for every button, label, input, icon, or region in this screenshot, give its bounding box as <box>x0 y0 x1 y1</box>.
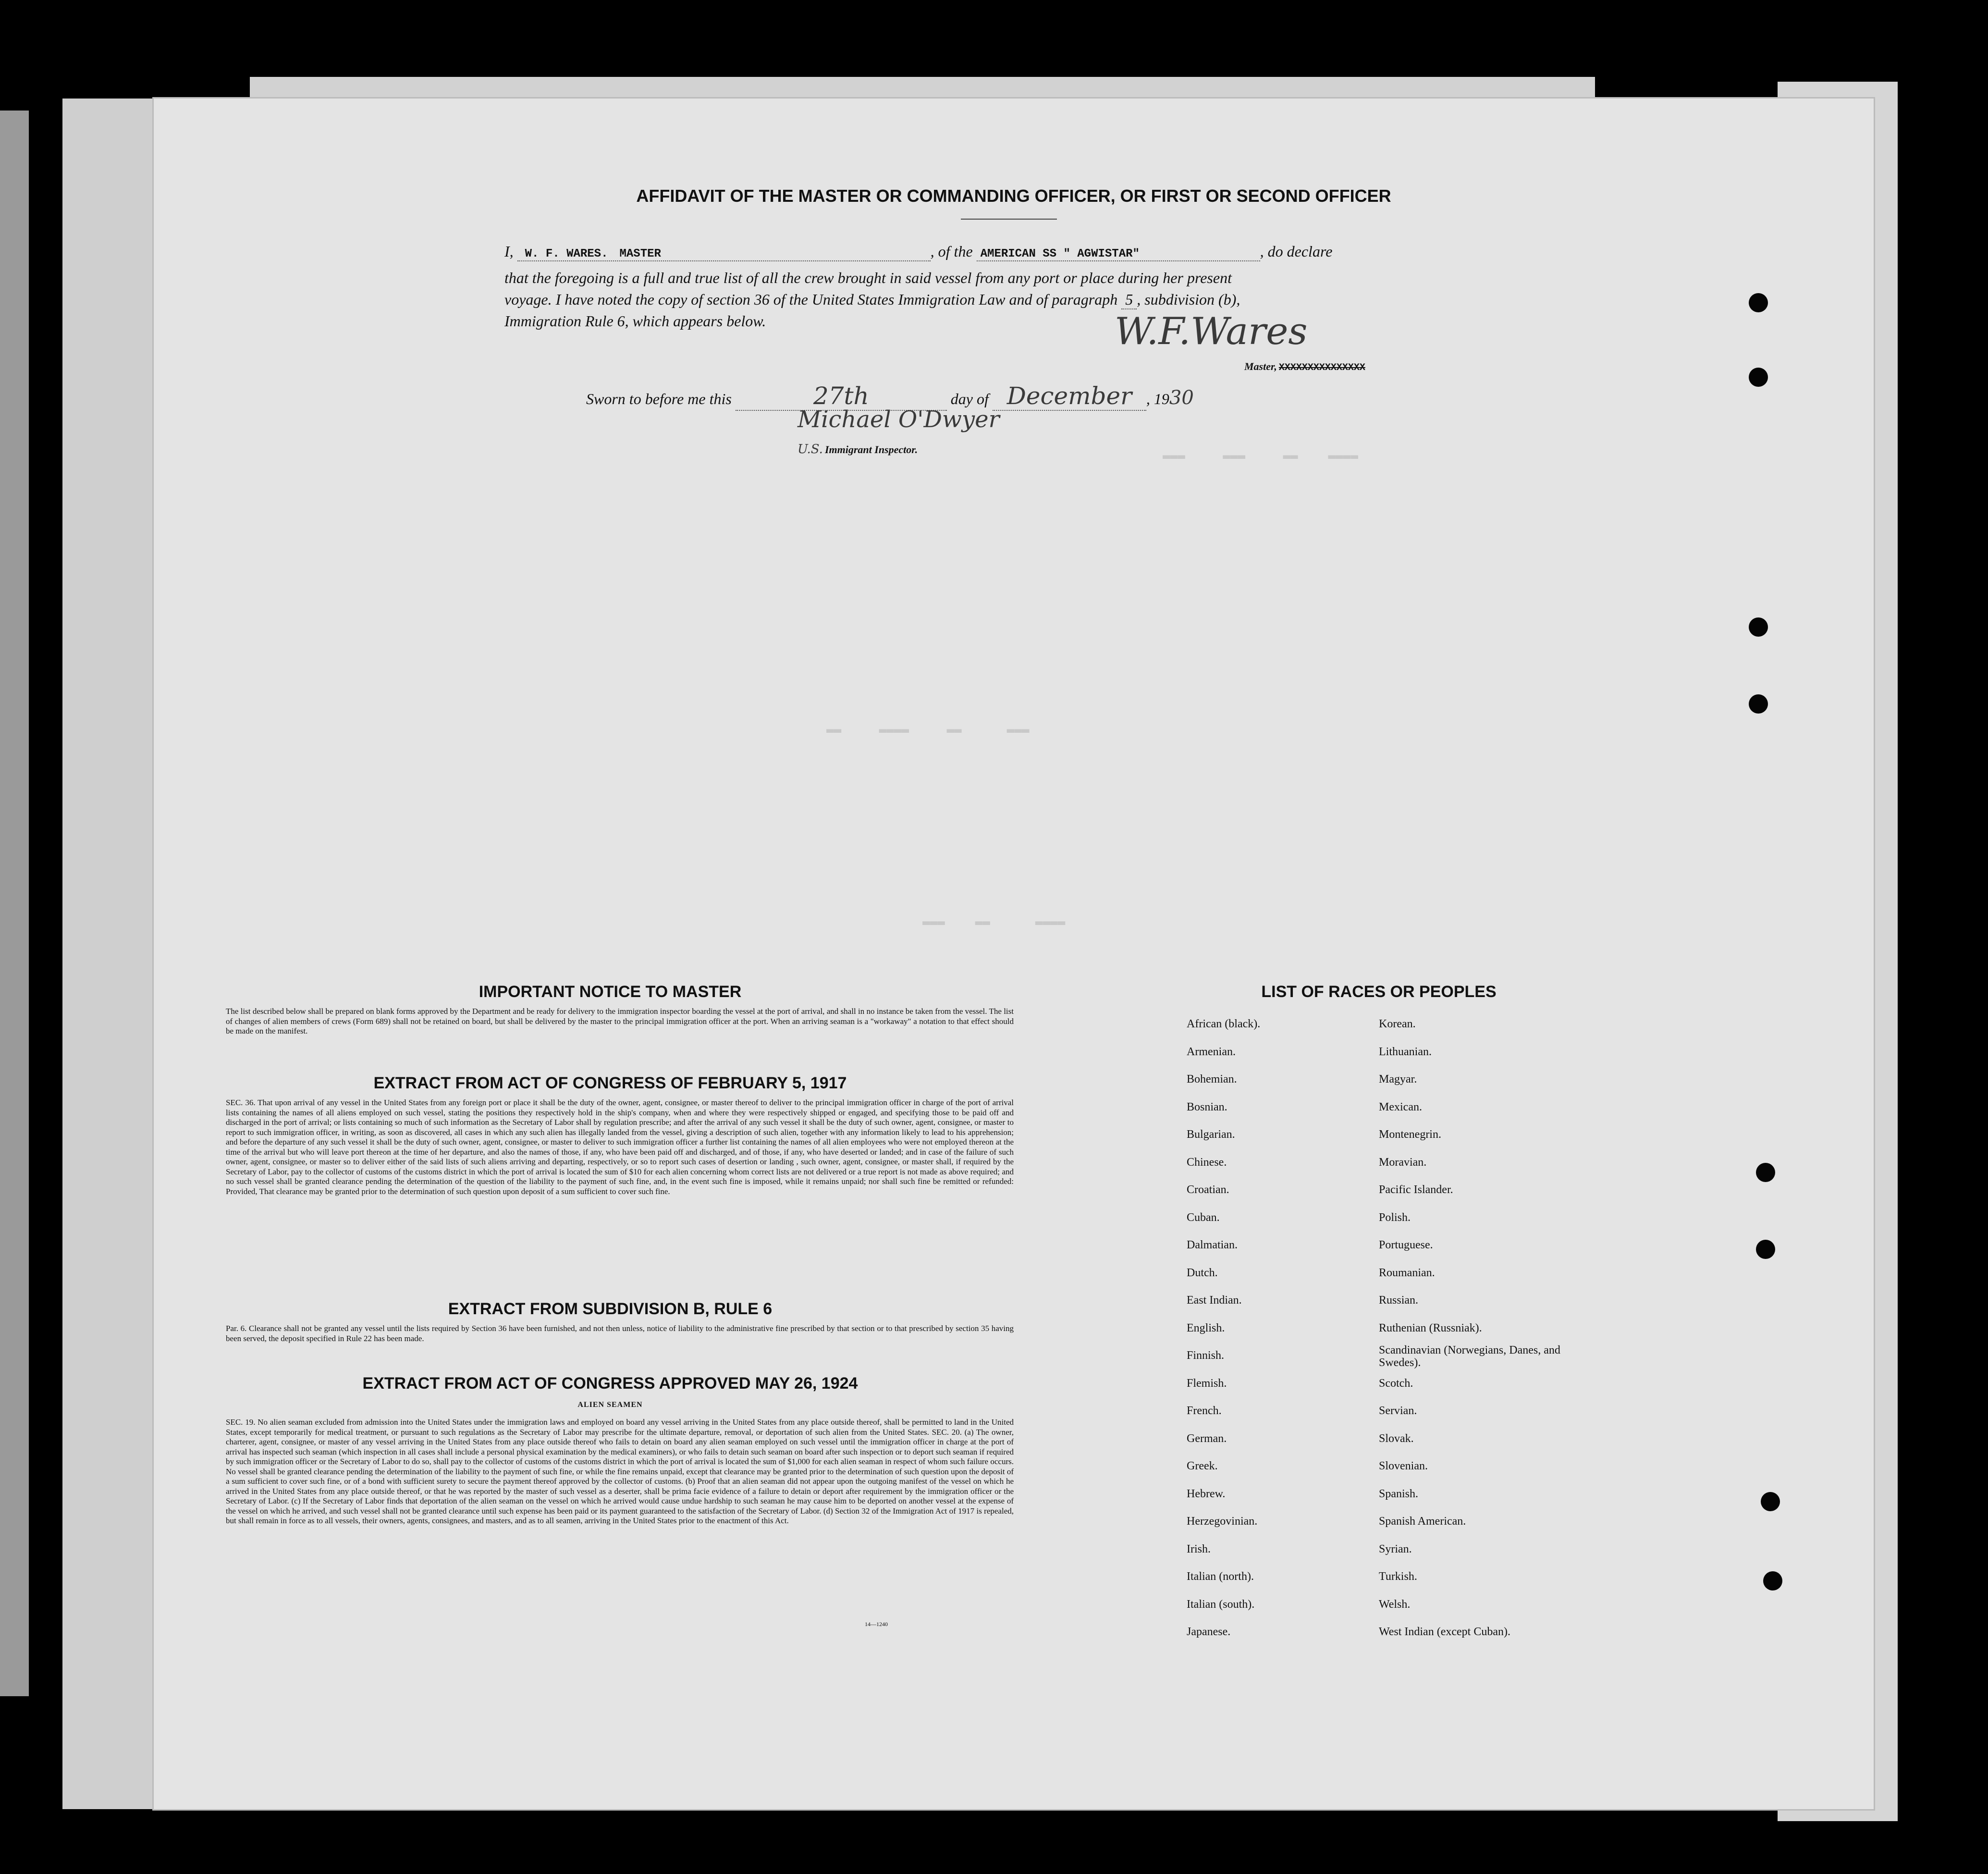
inspector-label: Immigrant Inspector. <box>824 444 918 456</box>
race-item: Mexican. <box>1379 1100 1422 1113</box>
race-item: Scotch. <box>1379 1377 1413 1390</box>
manifest-page <box>154 99 1874 1809</box>
punch-hole <box>1749 617 1768 637</box>
race-item: Montenegrin. <box>1379 1128 1441 1141</box>
race-item: Magyar. <box>1379 1073 1417 1085</box>
race-item: Bulgarian. <box>1187 1128 1235 1141</box>
master-struck-title: XXXXXXXXXXXXXXX <box>1278 362 1365 373</box>
punch-hole <box>1749 368 1768 387</box>
affidavit-line-2: that the foregoing is a full and true list of all the crew brought in said vessel from any port or place during her present <box>504 269 1232 286</box>
sworn-line: Sworn to before me this 27th day of December , 1930 <box>586 382 1194 410</box>
extract-1917-text: SEC. 36. That upon arrival of any vessel in the United States from any foreign port or place it shall be the duty of the owner, agent, consignee, or master thereof to deliver to the principal immigration officer in charge of the port of arrival lists containing the names of all aliens employed on such vessel, stating the positions they respectively hold in the ship's company, when and where they were respectively shipped or engaged, and specifying those to be paid off and discharged in the port of arrival; or lists containing so much of such information as the Secretary of Labor shall by regulation prescribe; and after the arrival of any such vessel it shall be the duty of such owner, agent, consignee, or master to report to such immigration officer, in writing, as soon as discovered, all cases in which any such alien has illegally landed from the vessel, giving a description of such alien, together with any information likely to lead to his apprehension; and before the departure of any such vessel it shall be the duty of such owner, agent, consignee, or master to deliver to such immigration officer a further list containing the names of all alien employees who were not employed thereon at the time of the arrival but who will leave port thereon at the time of her departure, and also the names of those, if any, who have been paid off and discharged, and of those, if any, who have deserted or landed; and in case of the failure of such owner, agent, consignee, or master so to deliver either of the said lists of such aliens arriving and departing, respectively, or so to report such cases of desertion or landing , such owner, agent, consignee, or master shall, if required by the Secretary of Labor, pay to the collector of customs of the customs district in which the port of arrival is located the sum of $10 for each alien concerning whom correct lists are not delivered or a true report is not made as above required; and no such vessel shall be granted clearance pending the determination of the question of the liability to the payment of such fine, and, in the event such fine is imposed, while it remains unpaid; nor shall such fine be remitted or refunded: Provided, That clearance may be granted prior to the determination of such question upon deposit of a sum sufficient to cover such fine. <box>226 1098 1014 1196</box>
race-item: Ruthenian (Russniak). <box>1379 1321 1482 1334</box>
race-item: Korean. <box>1379 1018 1416 1030</box>
title-rule <box>961 219 1057 220</box>
race-item: West Indian (except Cuban). <box>1379 1626 1510 1638</box>
race-item: Spanish American. <box>1379 1515 1466 1528</box>
race-item: Pacific Islander. <box>1379 1184 1453 1196</box>
race-item: Cuban. <box>1187 1211 1220 1224</box>
race-item: Finnish. <box>1187 1349 1225 1362</box>
punch-hole <box>1756 1163 1775 1182</box>
sworn-day: 27th <box>813 382 869 410</box>
master-label-block <box>1244 360 1365 373</box>
race-item: Welsh. <box>1379 1598 1411 1611</box>
race-item: Slovak. <box>1379 1432 1414 1445</box>
race-item: Flemish. <box>1187 1377 1227 1390</box>
race-item: Dutch. <box>1187 1266 1218 1279</box>
race-item: Irish. <box>1187 1542 1211 1555</box>
affidavit-line-4: Immigration Rule 6, which appears below. <box>504 312 766 330</box>
notice-title: IMPORTANT NOTICE TO MASTER <box>479 983 742 1001</box>
officer-name: W. F. WARES. <box>525 247 608 260</box>
race-item: Italian (north). <box>1187 1570 1254 1583</box>
punch-hole <box>1749 694 1768 714</box>
race-item: East Indian. <box>1187 1294 1242 1307</box>
form-number: 14—1240 <box>865 1621 888 1627</box>
punch-hole <box>1763 1571 1782 1590</box>
notice-text: The list described below shall be prepared on blank forms approved by the Department and be ready for delivery to the immigration inspector boarding the vessel at the port of arrival, and shall in no instance be taken from the vessel. The list of changes of alien members of crews (Form 689) shall not be retained on board, but shall be delivered by the master to the principal immigration officer at the port. When an arriving seaman is a "workaway" a notation to that effect should be made on the manifest. <box>226 1007 1014 1036</box>
race-item: Herzegovinian. <box>1187 1515 1258 1528</box>
race-item: Turkish. <box>1379 1570 1417 1583</box>
vessel-name: AMERICAN SS " AGWISTAR" <box>980 247 1140 260</box>
extract-1924-text: SEC. 19. No alien seaman excluded from admission into the United States under the immigration laws and employed on board any vessel arriving in the United States from any place outside thereof, shall be permitted to land in the United States, except temporarily for medical treatment, or pursuant to such regulations as the Secretary of Labor may prescribe for the ultimate departure, removal, or deportation of such alien from the United States. SEC. 20. (a) The owner, charterer, agent, consignee, or master of any vessel arriving in the United States from any place outside thereof who fails to detain on board any alien seaman employed on such vessel until the immigration officer in charge at the port of arrival has inspected such seaman (which inspection in all cases shall include a personal physical examination by the medical examiners), or who fails to detain such seaman on board after such inspection or to deport such seaman if required by such immigration officer or the Secretary of Labor to do so, shall pay to the collector of customs of the customs district in which the port of arrival is located the sum of $1,000 for each alien seaman in respect of whom such failure occurs. No vessel shall be granted clearance pending the determination of the liability to the payment of such fine, or while the fine remains unpaid, except that clearance may be granted prior to the determination of such question upon the deposit of a sum sufficient to cover such fine, or of a bond with sufficient surety to secure the payment thereof approved by the collector of customs. (b) Proof that an alien seaman did not appear upon the outgoing manifest of the vessel on which he arrived in the United States from any place outside thereof, or that he was reported by the master of such vessel as a deserter, shall be prima facie evidence of a failure to detain or deport after requirement by the immigration officer or the Secretary of Labor. (c) If the Secretary of Labor finds that deportation of the alien seaman on the vessel on which he arrived would cause undue hardship to such seaman he may cause him to be deported on another vessel at the expense of the vessel on which he arrived, and such vessel shall not be granted clearance until such expense has been paid or its payment guaranteed to the satisfaction of the Secretary of Labor. (d) Section 32 of the Immigration Act of 1917 is repealed, but shall remain in force as to all vessels, their owners, agents, consignees, and masters, and as to all seamen, arriving in the United States prior to the enactment of this Act. <box>226 1418 1014 1525</box>
race-item: Hebrew. <box>1187 1487 1226 1500</box>
master-signature: W.F.Wares <box>1115 310 1308 353</box>
race-item: French. <box>1187 1405 1222 1417</box>
extract-1924-subtitle: ALIEN SEAMEN <box>577 1401 643 1409</box>
affidavit-title: AFFIDAVIT OF THE MASTER OR COMMANDING OFFICER, OR FIRST OR SECOND OFFICER <box>636 186 1391 206</box>
bleed-through: ▬▬ ▬▬▬▬ ▬▬ ▬▬▬ <box>826 723 1030 738</box>
race-item: Roumanian. <box>1379 1266 1435 1279</box>
inspector-label-block <box>798 442 918 456</box>
race-item: Armenian. <box>1187 1045 1236 1058</box>
extract-1917-title: EXTRACT FROM ACT OF CONGRESS OF FEBRUARY 5, 1917 <box>373 1074 847 1092</box>
race-item: German. <box>1187 1432 1227 1445</box>
sworn-year: 30 <box>1169 387 1194 409</box>
master-label: Master, <box>1244 360 1277 372</box>
race-item: Chinese. <box>1187 1156 1227 1169</box>
race-item: Greek. <box>1187 1460 1218 1472</box>
punch-hole <box>1749 293 1768 312</box>
punch-hole <box>1761 1492 1780 1511</box>
race-item: Polish. <box>1379 1211 1411 1224</box>
bleed-through: ▬▬▬ ▬▬▬ ▬▬ ▬▬▬▬ <box>1163 449 1358 464</box>
race-item: Moravian. <box>1379 1156 1427 1169</box>
extract-rule6-title: EXTRACT FROM SUBDIVISION B, RULE 6 <box>448 1300 773 1318</box>
affidavit-line-3: voyage. I have noted the copy of section 36 of the United States Immigration Law and of paragraph 5 , subdivision (b), <box>504 291 1240 309</box>
punch-hole <box>1756 1240 1775 1259</box>
officer-rank: MASTER <box>619 247 661 260</box>
race-item: Spanish. <box>1379 1487 1419 1500</box>
back-sheet-strip <box>0 111 29 1696</box>
race-item: Scandinavian (Norwegians, Danes, and Swedes). <box>1379 1344 1560 1369</box>
inspector-signature: Michael O'Dwyer <box>798 406 1000 433</box>
races-left-column <box>1187 1011 1360 1646</box>
race-item: Lithuanian. <box>1379 1045 1432 1058</box>
race-item: Croatian. <box>1187 1184 1229 1196</box>
race-item: Japanese. <box>1187 1626 1231 1638</box>
sworn-month: December <box>1006 382 1132 410</box>
back-sheet-left <box>62 99 159 1809</box>
race-item: Syrian. <box>1379 1542 1412 1555</box>
race-item: Slovenian. <box>1379 1460 1428 1472</box>
race-item: Bohemian. <box>1187 1073 1237 1085</box>
race-item: African (black). <box>1187 1018 1261 1030</box>
race-item: English. <box>1187 1321 1225 1334</box>
race-item: Italian (south). <box>1187 1598 1255 1611</box>
race-item: Portuguese. <box>1379 1239 1433 1251</box>
race-item: Dalmatian. <box>1187 1239 1238 1251</box>
races-title: LIST OF RACES OR PEOPLES <box>1261 983 1497 1001</box>
bleed-through: ▬▬▬ ▬▬ ▬▬▬▬ <box>922 915 1066 930</box>
extract-rule6-text: Par. 6. Clearance shall not be granted any vessel until the lists required by Section 36 have been furnished, and not then unless, notice of liability to the administrative fine prescribed by that section or to that prescribed by section 35 having been served, the deposit specified in Rule 22 has been made. <box>226 1324 1014 1343</box>
races-right-column <box>1379 1011 1581 1646</box>
extract-1924-title: EXTRACT FROM ACT OF CONGRESS APPROVED MAY 26, 1924 <box>362 1374 858 1393</box>
affidavit-line-1: I, W. F. WARES. MASTER , of the AMERICAN SS " AGWISTAR" , do declare <box>504 243 1333 260</box>
race-item: Servian. <box>1379 1405 1417 1417</box>
inspector-prefix: U.S. <box>798 442 823 456</box>
race-item: Bosnian. <box>1187 1100 1227 1113</box>
race-item: Russian. <box>1379 1294 1419 1307</box>
